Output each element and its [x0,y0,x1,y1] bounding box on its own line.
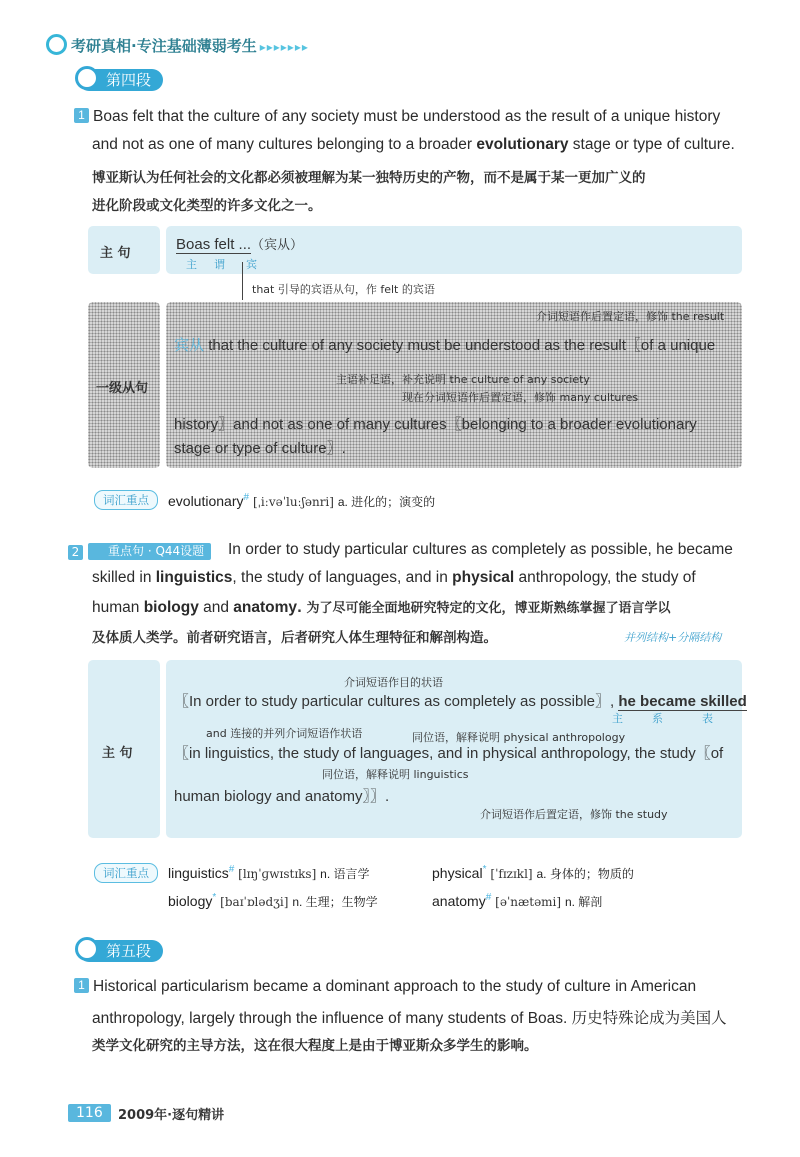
vocab-word: evolutionary [168,493,244,509]
tag-link: 系 [652,712,663,725]
w1-star: # [228,864,235,875]
p3-en-line2: anthropology, largely through the influence of many students of Boas. 历史特殊论成为美国人 [92,1010,727,1027]
p2-l3-a: human [92,599,144,616]
vocab2-entry4 [432,892,602,910]
w4-ipa: [əˈnætəmi] [495,895,562,909]
key-sentence-tag [88,543,211,560]
w4: anatomy [432,893,486,909]
p2-l3-e: . 为了尽可能全面地研究特定的文化，博亚斯熟练掌握了语言学以 [297,601,671,616]
search-logo-icon [46,34,67,55]
p2-l2-c: , the study of languages, and in [232,569,453,586]
t2-annotation4: 同位语，解释说明 linguistics [322,768,469,781]
w1-meaning: n. 语言学 [320,867,370,881]
sentence-number: 2 [68,545,83,560]
section-title-text: 第四段 [106,71,152,89]
table1-main-clause [176,234,303,253]
header-brand [46,34,309,56]
p1-en-line2-pre: and not as one of many cultures belonging to a broader [92,136,477,153]
w2-ipa: [ˈfɪzɪkl] [490,867,533,881]
arrows-decoration: ▸▸▸▸▸▸▸ [259,40,309,54]
p2-l3-b: biology [143,599,199,616]
table2-label-main: 主 句 [102,746,133,761]
p3-en-line1 [74,978,696,996]
main-clause-text: Boas felt ... [176,236,252,253]
search-icon [75,937,99,961]
t2-annotation1: 介词短语作目的状语 [344,676,443,689]
p1-en-line2-post: stage or type of culture. [568,136,735,153]
table1-label-sub: 一级从句 [96,381,149,396]
p1-keyword: evolutionary [476,136,569,153]
w1-ipa: [lɪŋˈɡwɪstɪks] [238,867,317,881]
p2-l2-d: physical [452,569,515,586]
w3-ipa: [baɪˈɒlədʒi] [220,895,289,909]
sentence-number: 1 [74,108,89,123]
section-title-text: 第五段 [106,942,152,960]
p1-zh-line2: 进化阶段或文化类型的许多文化之一。 [92,198,322,214]
p1-en-line1-text: Boas felt that the culture of any society must be understood as the result of a unique history [93,108,721,125]
vocab1-entry [168,492,435,510]
section-title-4 [78,69,163,91]
vocab-tag: 词汇重点 [94,863,158,883]
structure-note: 并列结构+分隔结构 [624,631,722,644]
t2-line1-a: 〖In order to study particular cultures as completely as possible〗, [174,693,619,710]
t2-line2: 〖in linguistics, the study of languages, and in physical anthropology, the study〖of [174,745,724,762]
w3: biology [168,893,213,909]
p1-en-line1 [74,108,720,126]
sub-line2-text: history〗and not as one of many cultures〖belonging to a broader evolutionary [174,416,697,433]
p3-zh-line3: 类学文化研究的主导方法，这在很大程度上是由于博亚斯众多学生的影响。 [92,1038,538,1054]
w2-star: * [482,864,487,875]
t2-annotation3: 同位语，解释说明 physical anthropology [412,731,626,744]
vocab-meaning: a. 进化的；演变的 [337,495,436,509]
t2-annotation2: and 连接的并列介词短语作状语 [206,727,363,740]
p3-en-line1-text: Historical particularism became a dominant approach to the study of culture in American [93,978,697,995]
connector-note: that 引导的宾语从句，作 felt 的宾语 [252,283,435,296]
page-number: 116 [68,1104,111,1122]
w4-star: # [485,892,492,903]
w2: physical [432,865,483,881]
tag-subject: 主 [612,712,623,725]
p1-en-line2 [92,136,735,154]
tag-predicate: 谓 [214,258,225,271]
p2-l3-c: and [198,599,234,616]
w3-star: * [212,892,217,903]
w1: linguistics [168,865,229,881]
annotation-mid2: 现在分词短语作后置定语，修饰 many cultures [402,391,639,404]
tag-object: 宾 [246,258,257,271]
p2-en-line2 [92,569,696,587]
sub-clause-tag: 宾从 [174,337,205,354]
key-tag-text: 重点句 · Q44设题 [108,544,205,558]
connector-line [242,262,243,300]
vocab2-entry3 [168,892,378,910]
p2-l2-b: linguistics [155,569,233,586]
t2-line1-b: he became skilled [618,693,747,710]
tag-subject: 主 [186,258,197,271]
vocab-ipa: [ˌiːvəˈluːʃənri] [252,495,334,509]
sentence-number: 1 [74,978,89,993]
section-title-5 [78,940,163,962]
vocab-tag: 词汇重点 [94,490,158,510]
table1-label-main: 主 句 [100,246,131,261]
t2-annotation5: 介词短语作后置定语，修饰 the study [480,808,668,821]
vocab-star: # [243,492,250,503]
vocab2-entry2 [432,864,634,882]
sub-line3-text: stage or type of culture〗. [174,440,346,457]
brand-text: 考研真相·专注基础薄弱考生 [71,37,257,55]
p2-l2-e: anthropology, the study of [514,569,696,586]
annotation-top: 介词短语作后置定语，修饰 the result [536,310,725,323]
p1-zh-line1: 博亚斯认为任何社会的文化都必须被理解为某一独特历史的产物，而不是属于某一更加广义的 [92,170,646,186]
w4-meaning: n. 解剖 [564,895,603,909]
p2-l3-d: anatomy [233,599,298,616]
vocab2-entry1 [168,864,370,882]
search-icon [75,66,99,90]
w2-meaning: a. 身体的；物质的 [536,867,634,881]
p2-en-line3 [92,597,671,617]
t2-line1 [174,690,747,711]
t2-line3: human biology and anatomy〗〗. [174,788,390,805]
p2-zh-line4: 及体质人类学。前者研究语言，后者研究人体生理特征和解剖构造。 [92,630,497,646]
footer-title: 2009年·逐句精讲 [118,1108,225,1123]
w3-meaning: n. 生理；生物学 [292,895,378,909]
sub-line1-text: that the culture of any society must be understood as the result〖of a unique [208,337,716,354]
tag-pred: 表 [702,712,713,725]
annotation-mid1: 主语补足语，补充说明 the culture of any society [336,373,590,386]
table1-sub-line1 [174,334,715,355]
p2-l2-a: skilled in [92,569,156,586]
main-clause-suffix: （宾从） [251,237,304,252]
p2-en-line1: In order to study particular cultures as completely as possible, he became [228,541,733,558]
